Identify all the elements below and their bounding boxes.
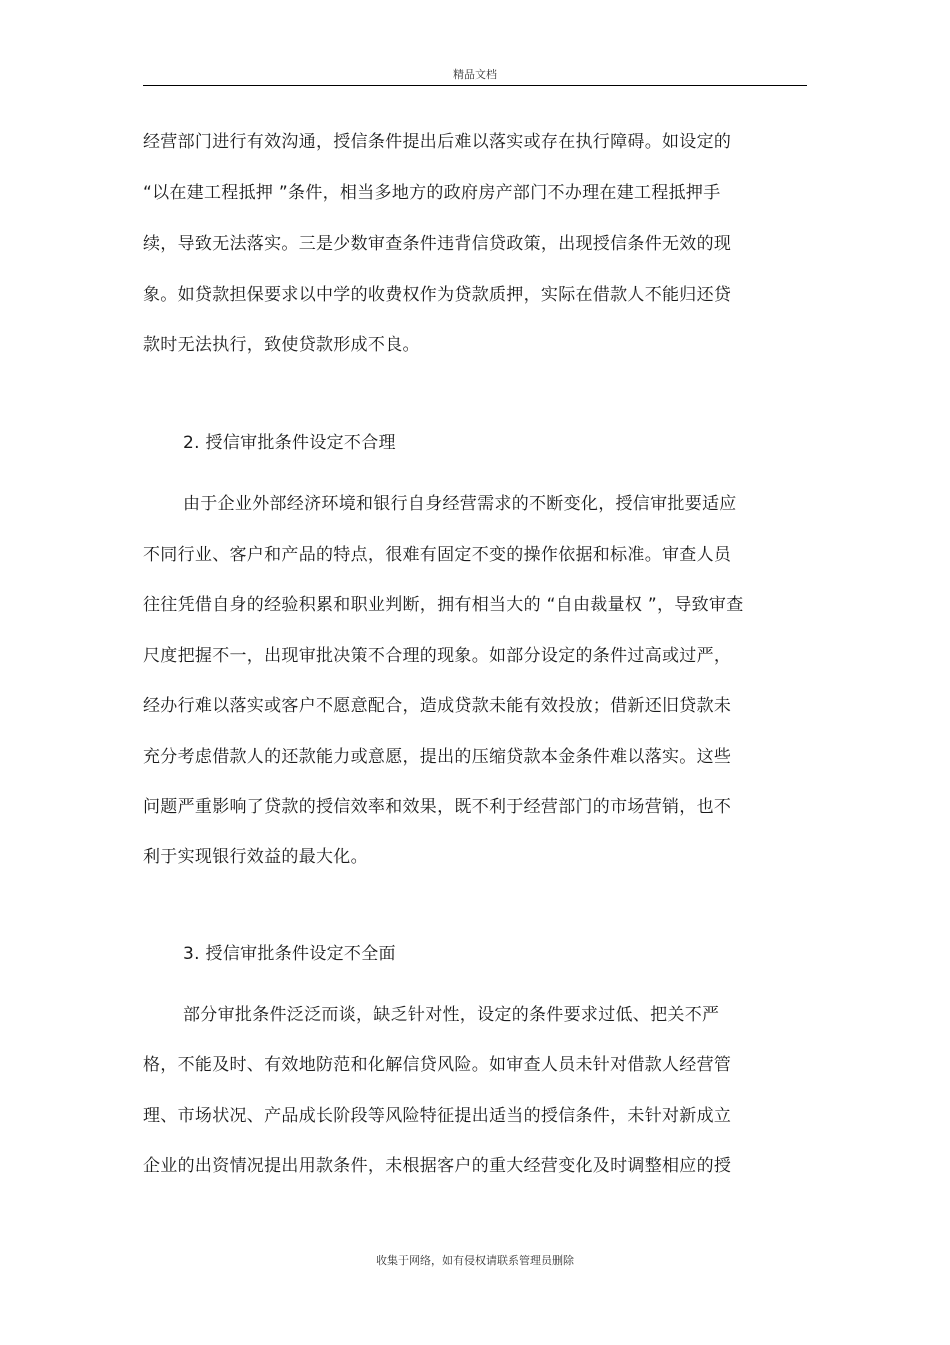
body-text-line: 格，不能及时、有效地防范和化解信贷风险。如审查人员未针对借款人经营管 [143, 1055, 732, 1075]
page-footer-label: 收集于网络，如有侵权请联系管理员删除 [376, 1254, 574, 1267]
header-divider [143, 85, 807, 86]
section-heading: 3. 授信审批条件设定不全面 [183, 944, 396, 964]
body-text-line: 尺度把握不一，出现审批决策不合理的现象。如部分设定的条件过高或过严， [143, 646, 732, 666]
body-text-line: 企业的出资情况提出用款条件，未根据客户的重大经营变化及时调整相应的授 [143, 1156, 732, 1176]
body-text-line: 象。如贷款担保要求以中学的收费权作为贷款质押，实际在借款人不能归还贷 [143, 285, 732, 305]
body-text-line: 不同行业、客户和产品的特点，很难有固定不变的操作依据和标准。审查人员 [143, 545, 732, 565]
body-text-line: 经营部门进行有效沟通，授信条件提出后难以落实或存在执行障碍。如设定的 [143, 132, 732, 152]
body-text-line: 由于企业外部经济环境和银行自身经营需求的不断变化，授信审批要适应 [183, 494, 737, 514]
body-text-line: 理、市场状况、产品成长阶段等风险特征提出适当的授信条件，未针对新成立 [143, 1106, 732, 1126]
body-text-line: “以在建工程抵押 ”条件，相当多地方的政府房产部门不办理在建工程抵押手 [143, 183, 721, 203]
body-text-line: 款时无法执行，致使贷款形成不良。 [143, 335, 420, 355]
body-text-line: 问题严重影响了贷款的授信效率和效果，既不利于经营部门的市场营销，也不 [143, 797, 732, 817]
body-text-line: 充分考虑借款人的还款能力或意愿，提出的压缩贷款本金条件难以落实。这些 [143, 747, 732, 767]
body-text-line: 续，导致无法落实。三是少数审查条件违背信贷政策，出现授信条件无效的现 [143, 234, 732, 254]
body-text-line: 经办行难以落实或客户不愿意配合，造成贷款未能有效投放；借新还旧贷款未 [143, 696, 732, 716]
body-text-line: 往往凭借自身的经验积累和职业判断，拥有相当大的 “自由裁量权 ”，导致审查 [143, 595, 744, 615]
section-heading: 2. 授信审批条件设定不合理 [183, 433, 396, 453]
body-text-line: 利于实现银行效益的最大化。 [143, 847, 368, 867]
body-text-line: 部分审批条件泛泛而谈，缺乏针对性，设定的条件要求过低、把关不严 [183, 1005, 720, 1025]
page-header-label: 精品文档 [453, 68, 497, 81]
